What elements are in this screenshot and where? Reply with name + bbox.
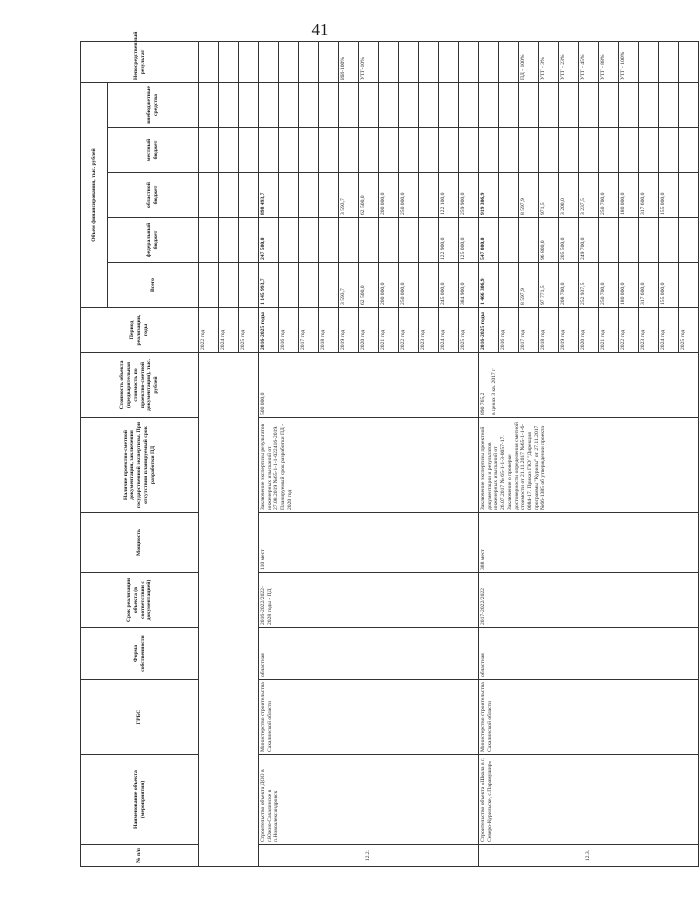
result-cell	[399, 42, 419, 83]
object-cost	[479, 353, 699, 418]
total-cell	[319, 263, 339, 308]
period-cell: 2023 год	[419, 308, 439, 353]
total-cell: 180 000,0	[619, 263, 639, 308]
local-cell	[419, 128, 439, 173]
result-cell	[419, 42, 439, 83]
extra-cell	[319, 83, 339, 128]
result-cell	[439, 42, 459, 83]
regional-cell: 8 597,9	[519, 173, 539, 218]
total-cell: 62 500,0	[359, 263, 379, 308]
extra-cell	[359, 83, 379, 128]
result-cell	[259, 42, 279, 83]
extra-cell	[459, 83, 479, 128]
local-cell	[659, 128, 679, 173]
financing-table	[80, 31, 699, 867]
extra-cell	[519, 83, 539, 128]
federal-cell	[399, 218, 419, 263]
object-12-2-rows	[259, 42, 479, 867]
regional-cell: 250 000,0	[399, 173, 419, 218]
total-cell: 1 466 306,9	[479, 263, 499, 308]
result-cell: ИИ-100%	[339, 42, 359, 83]
period-cell: 2018 год	[539, 308, 559, 353]
period-cell: 2023 год	[639, 308, 659, 353]
header-row-top	[81, 42, 108, 867]
federal-cell	[279, 218, 299, 263]
header-result: Непосредственный результат	[81, 42, 199, 83]
federal-cell	[679, 218, 699, 263]
total-cell	[499, 263, 519, 308]
total-cell: 97 771,5	[539, 263, 559, 308]
header-capacity: Мощность	[81, 513, 199, 573]
total-cell: 245 000,0	[439, 263, 459, 308]
total-cell: 3 593,7	[339, 263, 359, 308]
local-cell	[459, 128, 479, 173]
result-cell	[299, 42, 319, 83]
local-cell	[359, 128, 379, 173]
extra-cell	[339, 83, 359, 128]
period-cell: 2024 год	[659, 308, 679, 353]
regional-cell: 180 000,0	[619, 173, 639, 218]
federal-cell	[359, 218, 379, 263]
extra-cell	[559, 83, 579, 128]
extra-cell	[539, 83, 559, 128]
period-cell: 2016 год	[279, 308, 299, 353]
extra-cell	[499, 83, 519, 128]
local-cell	[339, 128, 359, 173]
result-cell: УТГ - 88%	[599, 42, 619, 83]
result-cell: ПД - 100%	[519, 42, 539, 83]
extra-cell	[379, 83, 399, 128]
local-cell	[279, 128, 299, 173]
extra-cell	[679, 83, 699, 128]
object-term: 2017-2022/2022	[479, 573, 699, 628]
local-cell	[619, 128, 639, 173]
result-cell	[379, 42, 399, 83]
page-number: 41	[311, 20, 329, 39]
regional-cell: 62 500,0	[359, 173, 379, 218]
object-form: областная	[479, 628, 699, 680]
local-cell	[539, 128, 559, 173]
header-num: № п/п	[81, 845, 199, 867]
period-cell: 2025 год	[239, 308, 259, 353]
header-term: Срок реализации объекта (в соответствии с документацией)	[81, 573, 199, 628]
object-cost-note: в ценах 3 кв. 2017 г	[490, 368, 497, 415]
total-cell: 208 700,0	[559, 263, 579, 308]
federal-cell: 205 500,0	[559, 218, 579, 263]
total-cell	[299, 263, 319, 308]
regional-cell: 898 493,7	[259, 173, 279, 218]
result-cell	[639, 42, 659, 83]
result-cell	[319, 42, 339, 83]
period-cell: 2021 год	[599, 308, 619, 353]
table-row	[199, 42, 219, 867]
extra-cell	[639, 83, 659, 128]
federal-cell: 125 000,0	[459, 218, 479, 263]
extra-cell	[439, 83, 459, 128]
period-cell: 2020 год	[359, 308, 379, 353]
local-cell	[439, 128, 459, 173]
local-cell	[579, 128, 599, 173]
extra-cell	[279, 83, 299, 128]
object-grbs: Министерство строительства Сахалинской области	[259, 680, 479, 755]
federal-cell: 247 500,0	[259, 218, 279, 263]
period-cell: 2018 год	[319, 308, 339, 353]
period-cell: 2025 год	[459, 308, 479, 353]
period-cell: 2019 год	[339, 308, 359, 353]
period-cell: 2022 год	[399, 308, 419, 353]
local-cell	[299, 128, 319, 173]
object-name: Строительство объекта «Школа в г. Северо-Курильске, с.Парамушир»	[479, 755, 699, 845]
total-cell	[419, 263, 439, 308]
period-cell: 2020 год	[579, 308, 599, 353]
result-cell	[479, 42, 499, 83]
period-cell: 2022 год	[619, 308, 639, 353]
total-cell: 1 145 993,7	[259, 263, 279, 308]
total-cell: 8 597,9	[519, 263, 539, 308]
total-cell: 200 000,0	[379, 263, 399, 308]
extra-cell	[419, 83, 439, 128]
object-cost: 500 000,0	[259, 353, 479, 418]
period-cell: 2024 год	[439, 308, 459, 353]
regional-cell: 259 900,0	[459, 173, 479, 218]
federal-cell	[339, 218, 359, 263]
extra-cell	[579, 83, 599, 128]
period-cell: 2016-2025 годы	[259, 308, 279, 353]
period-cell: 2021 год	[379, 308, 399, 353]
object-cost-value: 890 765,2	[480, 392, 486, 415]
result-cell: УТГ - 100%	[619, 42, 639, 83]
local-cell	[679, 128, 699, 173]
federal-cell: 96 800,0	[539, 218, 559, 263]
regional-cell: 200 000,0	[379, 173, 399, 218]
object-capacity: 110 мест	[259, 513, 479, 573]
regional-cell: 3 200,0	[559, 173, 579, 218]
regional-cell	[319, 173, 339, 218]
table-row	[259, 42, 279, 867]
local-cell	[379, 128, 399, 173]
regional-cell	[499, 173, 519, 218]
result-cell	[499, 42, 519, 83]
federal-cell: 122 900,0	[439, 218, 459, 263]
object-documentation: Заключение экспертизы результатов инженерных изысканий от 27.08.2019 №65-1-1-1-022416-2019. Планируемый срок разработки ПД - 2020 год	[259, 418, 479, 513]
header-form: Форма собственности	[81, 628, 199, 680]
regional-cell	[279, 173, 299, 218]
header-local: местный бюджет	[108, 128, 199, 173]
regional-cell: 971,5	[539, 173, 559, 218]
period-cell: 2016-2025 годы	[479, 308, 499, 353]
federal-cell: 547 000,0	[479, 218, 499, 263]
regional-cell	[679, 173, 699, 218]
object-form: областная	[259, 628, 479, 680]
extra-cell	[479, 83, 499, 128]
result-cell: УТГ - 23%	[559, 42, 579, 83]
period-cell: 2016 год	[499, 308, 519, 353]
object-term: 2016-2022/2022-2028 годы - ПД	[259, 573, 479, 628]
regional-cell: 122 100,0	[439, 173, 459, 218]
period-cell: 2022 год	[199, 308, 219, 353]
local-cell	[259, 128, 279, 173]
header-regional: областной бюджет	[108, 173, 199, 218]
object-number: 12.3.	[479, 845, 699, 867]
period-cell: 2024 год	[219, 308, 239, 353]
federal-cell	[599, 218, 619, 263]
federal-cell	[519, 218, 539, 263]
object-12-3-rows	[479, 42, 699, 867]
total-cell	[279, 263, 299, 308]
federal-cell	[619, 218, 639, 263]
header-grbs: ГРБС	[81, 680, 199, 755]
local-cell	[479, 128, 499, 173]
regional-cell	[419, 173, 439, 218]
federal-cell: 249 700,0	[579, 218, 599, 263]
result-cell	[679, 42, 699, 83]
regional-cell: 250 700,0	[599, 173, 619, 218]
rotated-table-container	[80, 31, 686, 867]
object-capacity: 388 мест	[479, 513, 699, 573]
federal-cell	[639, 218, 659, 263]
period-cell: 2017 год	[519, 308, 539, 353]
regional-cell: 3 237,5	[579, 173, 599, 218]
total-cell	[679, 263, 699, 308]
object-number: 12.2.	[259, 845, 479, 867]
header-period: Период реализации, годы	[81, 308, 199, 353]
total-cell: 384 900,0	[459, 263, 479, 308]
local-cell	[639, 128, 659, 173]
federal-cell	[499, 218, 519, 263]
result-cell	[659, 42, 679, 83]
object-name: Строительство объекта ДОО в г.Южно-Сахалинске в п.Новоалександровск	[259, 755, 479, 845]
header-federal: федеральный бюджет	[108, 218, 199, 263]
header-cost: Стоимость объекта (предварительная стоимость по проектно-сметной документации), тыс. рублей	[81, 353, 199, 418]
local-cell	[499, 128, 519, 173]
regional-cell: 317 600,0	[639, 173, 659, 218]
extra-cell	[599, 83, 619, 128]
total-cell: 252 937,5	[579, 263, 599, 308]
local-cell	[599, 128, 619, 173]
regional-cell	[299, 173, 319, 218]
federal-cell	[419, 218, 439, 263]
total-cell: 250 700,0	[599, 263, 619, 308]
header-funding-group: Объем финансирования, тыс. рублей	[81, 83, 108, 308]
period-cell: 2019 год	[559, 308, 579, 353]
extra-cell	[659, 83, 679, 128]
total-cell: 317 600,0	[639, 263, 659, 308]
result-cell: УТГ - 3%	[539, 42, 559, 83]
local-cell	[319, 128, 339, 173]
period-cell: 2025 год	[679, 308, 699, 353]
object-documentation: Заключение экспертизы проектной документации и результатов инженерных изысканий от 26.07.2017 № 65-1-1-3-0057-17. Заключение о проверке достоверности определения сметной стоимости от 21.11.2017 №65-1-1-6-0084-17. Приказ ГКУ "Дирекция программы "Курилы" от 27.11.2017 №66-1385 об утверждении проекта	[479, 418, 699, 513]
extra-cell	[619, 83, 639, 128]
federal-cell	[319, 218, 339, 263]
result-cell: УТГ - 45%	[579, 42, 599, 83]
extra-cell	[399, 83, 419, 128]
local-cell	[519, 128, 539, 173]
header-docs: Наличие проектно-сметной документации, заключения государственной экспертизы. При отсутствии планируемый срок разработки ПД	[81, 418, 199, 513]
total-cell: 155 000,0	[659, 263, 679, 308]
extra-cell	[299, 83, 319, 128]
table-row	[479, 42, 499, 867]
regional-cell: 3 593,7	[339, 173, 359, 218]
total-cell: 250 000,0	[399, 263, 419, 308]
result-cell	[459, 42, 479, 83]
local-cell	[559, 128, 579, 173]
regional-cell: 155 000,0	[659, 173, 679, 218]
regional-cell: 919 306,9	[479, 173, 499, 218]
federal-cell	[659, 218, 679, 263]
result-cell	[279, 42, 299, 83]
federal-cell	[379, 218, 399, 263]
extra-cell	[259, 83, 279, 128]
header-total: Всего	[108, 263, 199, 308]
federal-cell	[299, 218, 319, 263]
object-grbs: Министерство строительства Сахалинской области	[479, 680, 699, 755]
header-name: Наименование объекта (мероприятия)	[81, 755, 199, 845]
local-cell	[399, 128, 419, 173]
period-cell: 2017 год	[299, 308, 319, 353]
result-cell: УТГ-10%	[359, 42, 379, 83]
header-extra: внебюджетные средства	[108, 83, 199, 128]
